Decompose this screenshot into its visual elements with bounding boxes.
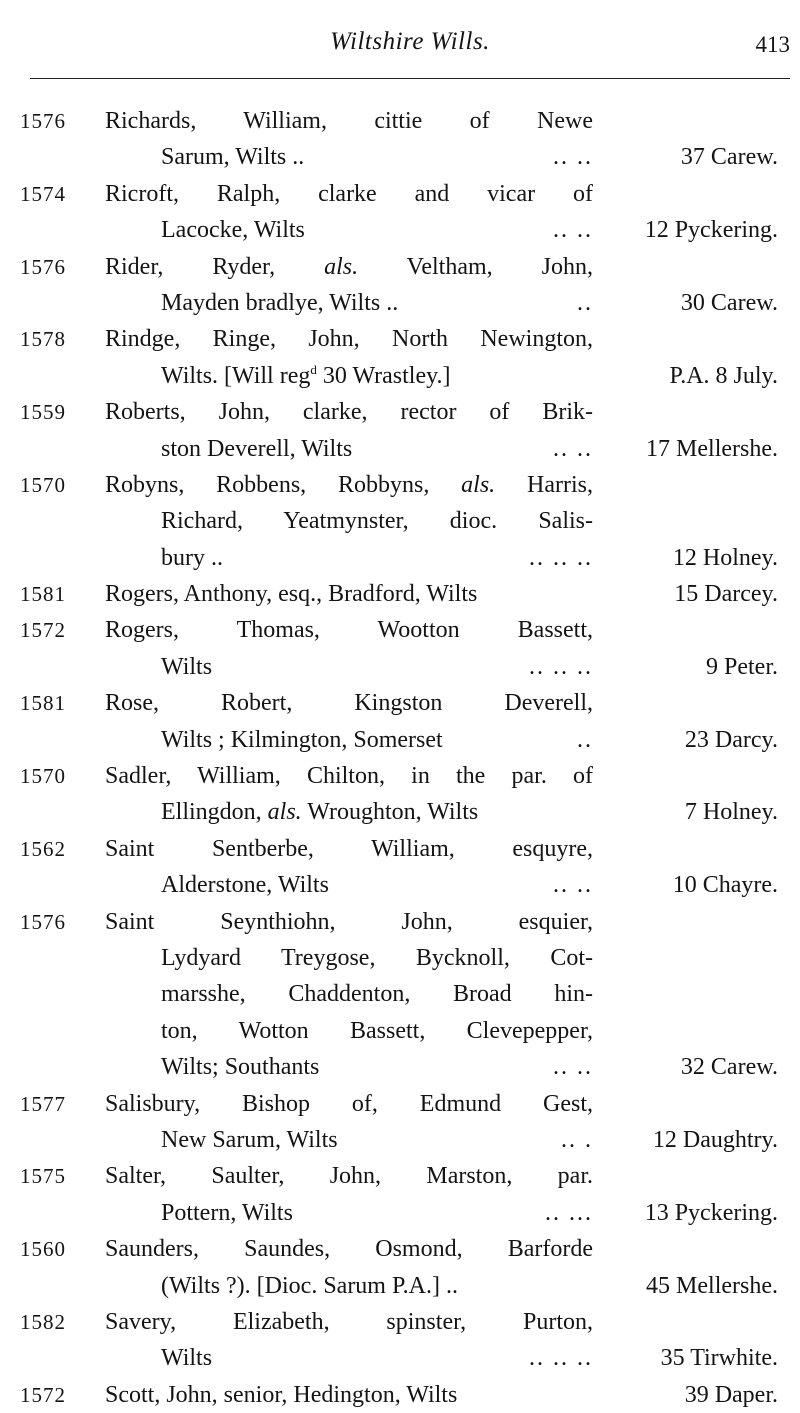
entry-line: Rider, Ryder, als. Veltham, John, xyxy=(105,253,593,280)
entry-description xyxy=(105,904,593,1086)
register-reference: 30 Carew. xyxy=(680,289,778,316)
entry-line: Scott, John, senior, Hedington, Wilts xyxy=(105,1381,458,1408)
entry-year: 1581 xyxy=(20,691,66,716)
register-reference: 45 Mellershe. xyxy=(646,1272,778,1299)
will-entry xyxy=(0,467,800,576)
entry-line: Roberts, John, clarke, rector of Brik- xyxy=(105,399,593,426)
dot-leaders: .. . xyxy=(561,1126,593,1153)
dot-leaders: .. .. xyxy=(553,1054,593,1081)
will-entry xyxy=(0,612,800,685)
entry-line: Rindge, Ringe, John, North Newington, xyxy=(105,326,593,353)
entry-year: 1581 xyxy=(20,582,66,607)
entry-year: 1582 xyxy=(20,1309,66,1334)
entry-line: Lydyard Treygose, Bycknoll, Cot- xyxy=(161,944,593,971)
header-rule xyxy=(30,78,790,79)
register-reference: 32 Carew. xyxy=(680,1054,778,1081)
entry-line: Lacocke, Wilts .. .. xyxy=(105,212,593,248)
entry-line: Saint Seynthiohn, John, esquier, xyxy=(105,908,593,935)
entry-description xyxy=(105,394,593,467)
entry-line: Alderstone, Wilts .. .. xyxy=(105,867,593,903)
entry-line: Ellingdon, als. Wroughton, Wilts xyxy=(161,799,479,826)
dot-leaders: .. ... xyxy=(545,1199,593,1226)
entry-line: Rogers, Thomas, Wootton Bassett, xyxy=(105,617,593,644)
entry-description xyxy=(105,1231,593,1304)
register-reference: 35 Tirwhite. xyxy=(660,1345,778,1372)
entry-description xyxy=(105,831,593,904)
entry-line: Salisbury, Bishop of, Edmund Gest, xyxy=(105,1090,593,1117)
dot-leaders: .. .. xyxy=(553,435,593,462)
page-header xyxy=(30,28,790,68)
will-entry xyxy=(0,1086,800,1159)
entry-line: Rogers, Anthony, esq., Bradford, Wilts xyxy=(105,581,478,608)
dot-leaders: .. xyxy=(577,289,593,316)
entry-line: Saint Sentberbe, William, esquyre, xyxy=(105,835,593,862)
entry-line: marsshe, Chaddenton, Broad hin- xyxy=(161,981,593,1008)
dot-leaders: .. .. xyxy=(553,872,593,899)
entry-line: Wilts. [Will reg$^d$ 30 Wrastley.] xyxy=(161,361,451,389)
register-reference: 15 Darcey. xyxy=(674,581,778,608)
register-reference: 13 Pyckering. xyxy=(644,1199,778,1226)
dot-leaders: .. .. .. xyxy=(529,653,593,680)
will-entry xyxy=(0,176,800,249)
entry-line: Sarum, Wilts .. .. .. xyxy=(105,139,593,175)
register-reference: 39 Daper. xyxy=(684,1381,778,1408)
entry-line: Robyns, Robbens, Robbyns, als. Harris, xyxy=(105,471,593,498)
entry-year: 1570 xyxy=(20,764,66,789)
entry-description xyxy=(105,249,593,322)
entry-line: Savery, Elizabeth, spinster, Purton, xyxy=(105,1308,593,1335)
will-entries-list xyxy=(0,103,800,1413)
dot-leaders: .. xyxy=(577,726,593,753)
entry-year: 1576 xyxy=(20,909,66,934)
entry-year: 1572 xyxy=(20,618,66,643)
register-reference: 23 Darcy. xyxy=(684,726,778,753)
entry-line: Wilts .. .. .. xyxy=(105,649,593,685)
entry-line: Pottern, Wilts .. ... xyxy=(105,1195,593,1231)
entry-line: Saunders, Saundes, Osmond, Barforde xyxy=(105,1236,593,1263)
entry-year: 1559 xyxy=(20,400,66,425)
entry-year: 1575 xyxy=(20,1164,66,1189)
entry-line: ston Deverell, Wilts .. .. xyxy=(105,431,593,467)
will-entry xyxy=(0,321,800,394)
entry-description xyxy=(105,103,593,176)
will-entry xyxy=(0,1231,800,1304)
entry-line: Richards, William, cittie of Newe xyxy=(105,108,593,134)
register-reference: 10 Chayre. xyxy=(672,872,778,899)
will-entry xyxy=(0,103,800,176)
dot-leaders: .. .. .. xyxy=(529,1345,593,1372)
entry-year: 1577 xyxy=(20,1091,66,1116)
entry-line: Mayden bradlye, Wilts .. .. xyxy=(105,285,593,321)
page-number: 413 xyxy=(755,32,790,57)
entry-year: 1570 xyxy=(20,472,66,497)
entry-line: Wilts .. .. .. xyxy=(105,1340,593,1376)
entry-line: Richard, Yeatmynster, dioc. Salis- xyxy=(161,508,593,535)
will-entry xyxy=(0,904,800,1086)
register-reference: 12 Pyckering. xyxy=(644,217,778,244)
entry-description xyxy=(105,1158,593,1231)
entry-line: Rose, Robert, Kingston Deverell, xyxy=(105,690,593,717)
register-reference: 7 Holney. xyxy=(684,799,778,826)
entry-line: Wilts ; Kilmington, Somerset .. xyxy=(105,722,593,758)
will-entry xyxy=(0,394,800,467)
will-entry xyxy=(0,831,800,904)
entry-year: 1560 xyxy=(20,1237,66,1262)
entry-line: New Sarum, Wilts .. . xyxy=(105,1122,593,1158)
register-reference: 17 Mellershe. xyxy=(646,435,778,462)
entry-description xyxy=(105,176,593,249)
dot-leaders: .. .. xyxy=(553,217,593,244)
entry-year: 1576 xyxy=(20,109,66,133)
entry-description xyxy=(105,467,593,576)
entry-line: Salter, Saulter, John, Marston, par. xyxy=(105,1163,593,1190)
register-reference: 12 Daughtry. xyxy=(652,1126,778,1153)
entry-line: ton, Wotton Bassett, Clevepepper, xyxy=(161,1017,593,1044)
will-entry xyxy=(0,1377,800,1413)
will-entry xyxy=(0,758,800,831)
entry-line: Wilts; Southants .. .. xyxy=(105,1049,593,1085)
will-entry xyxy=(0,249,800,322)
entry-description xyxy=(105,612,593,685)
entry-description xyxy=(105,685,593,758)
entry-description xyxy=(105,1086,593,1159)
will-entry xyxy=(0,1158,800,1231)
entry-year: 1574 xyxy=(20,181,66,206)
register-reference: 37 Carew. xyxy=(680,144,778,171)
register-reference: 12 Holney. xyxy=(672,544,778,571)
dot-leaders: .. .. .. xyxy=(529,544,593,571)
entry-year: 1576 xyxy=(20,254,66,279)
entry-description xyxy=(105,758,593,831)
entry-year: 1562 xyxy=(20,836,66,861)
entry-description xyxy=(105,1304,593,1377)
will-entry xyxy=(0,576,800,612)
dot-leaders: .. .. xyxy=(553,144,593,171)
entry-line: (Wilts ?). [Dioc. Sarum P.A.] .. xyxy=(161,1272,458,1299)
entry-description xyxy=(105,1377,593,1413)
entry-year: 1572 xyxy=(20,1382,66,1407)
running-title: Wiltshire Wills. xyxy=(330,28,490,55)
entry-description xyxy=(105,576,593,612)
entry-line: bury .. .. .. .. xyxy=(105,540,593,576)
will-entry xyxy=(0,1304,800,1377)
entry-year: 1578 xyxy=(20,327,66,352)
register-reference: P.A. 8 July. xyxy=(669,362,778,389)
entry-description xyxy=(105,321,593,394)
will-entry xyxy=(0,685,800,758)
entry-line: Ricroft, Ralph, clarke and vicar of xyxy=(105,180,593,207)
register-reference: 9 Peter. xyxy=(706,653,778,680)
entry-line: Sadler, William, Chilton, in the par. of xyxy=(105,763,593,790)
